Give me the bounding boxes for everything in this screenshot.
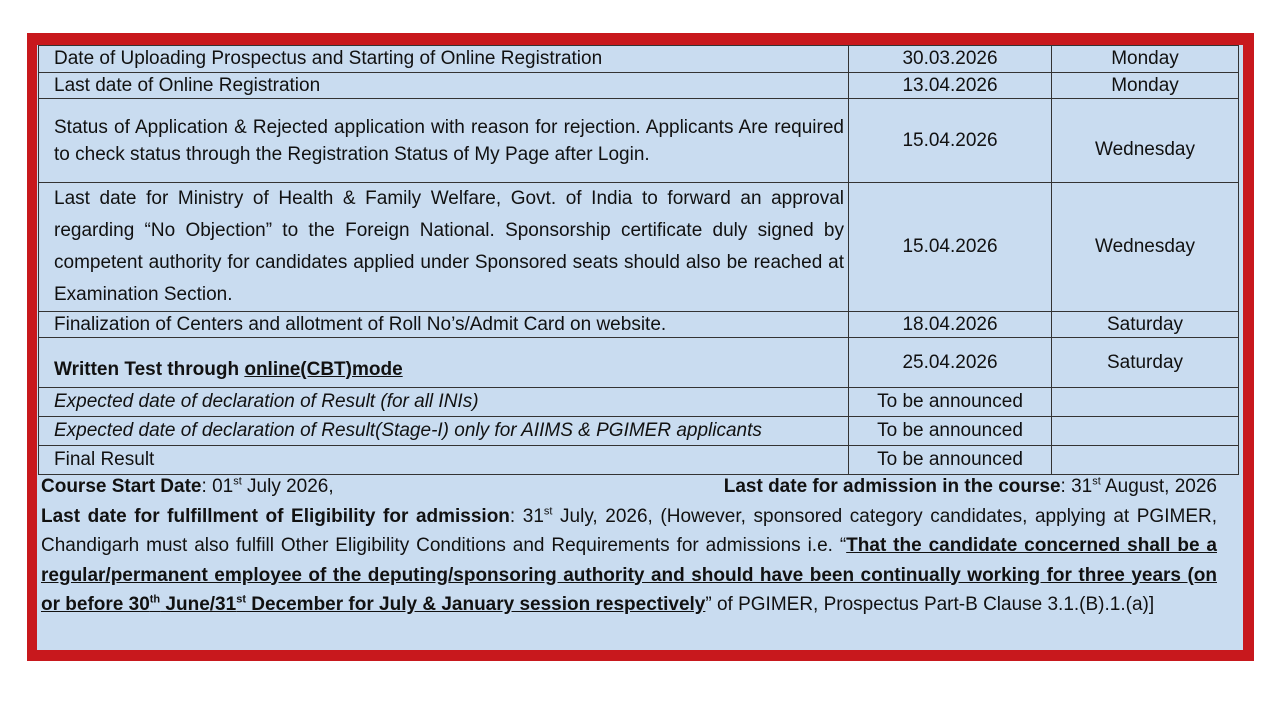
last-admission-text: Last date for admission in the course: 31st August, 2026: [723, 475, 1217, 497]
written-test-label: Written Test through: [54, 358, 245, 380]
date-cell: To be announced: [849, 446, 1052, 475]
cbt-mode-label: online(CBT)mode: [244, 358, 403, 380]
table-row: [39, 183, 1239, 312]
date-cell: 25.04.2026: [849, 338, 1052, 388]
schedule-table: [38, 45, 1239, 475]
date-cell: 30.03.2026: [849, 46, 1052, 73]
event-cell: Date of Uploading Prospectus and Starting of Online Registration: [39, 46, 849, 73]
table-row: [39, 312, 1239, 338]
day-cell: [1052, 388, 1239, 417]
date-cell: To be announced: [849, 417, 1052, 446]
course-dates-note: [41, 472, 1217, 620]
date-cell: 18.04.2026: [849, 312, 1052, 338]
table-row: [39, 417, 1239, 446]
date-cell: 13.04.2026: [849, 73, 1052, 99]
day-cell: Wednesday: [1052, 183, 1239, 312]
day-cell: Monday: [1052, 73, 1239, 99]
event-cell: Expected date of declaration of Result(Stage-I) only for AIIMS & PGIMER applicants: [39, 417, 849, 446]
table-row: [39, 388, 1239, 417]
day-cell: [1052, 417, 1239, 446]
event-cell: Last date of Online Registration: [39, 73, 849, 99]
event-cell: Final Result: [39, 446, 849, 475]
day-cell: [1052, 446, 1239, 475]
table-row: [39, 46, 1239, 73]
event-cell: [39, 338, 849, 388]
eligibility-paragraph: Last date for fulfillment of Eligibility for admission: 31st July, 2026, (However, sponsored category candidates, applying at PGIMER, Chandigarh must also fulfill Other Eligibility Conditions and Requirements for admissions i.e. “That the candidate concerned shall be a regular/permanent employee of the deputing/sponsoring authority and should have been continually working for three years (on or before 30th June/31st December for July & January session respectively” of PGIMER, Prospectus Part-B Clause 3.1.(B).1.(a)]: [41, 505, 1217, 615]
event-cell: Last date for Ministry of Health & Family Welfare, Govt. of India to forward an approval regarding “No Objection” to the Foreign National. Sponsorship certificate duly signed by competent authority for candidates applied under Sponsored seats should also be reached at Examination Section.: [39, 183, 849, 312]
date-cell: 15.04.2026: [849, 183, 1052, 312]
event-cell: Status of Application & Rejected application with reason for rejection. Applicants Are required to check status through the Registration Status of My Page after Login.: [39, 99, 849, 183]
day-cell: Saturday: [1052, 312, 1239, 338]
date-cell: To be announced: [849, 388, 1052, 417]
schedule-panel: [37, 45, 1243, 650]
sponsorship-condition: That the candidate concerned shall be a regular/permanent employee of the deputing/sponsoring authority and should have been continually working for three years (on or before 30th June/31st December for July & January session respectively: [41, 535, 1217, 615]
day-cell: Saturday: [1052, 338, 1239, 388]
table-row: [39, 73, 1239, 99]
day-cell: Monday: [1052, 46, 1239, 73]
event-cell: Finalization of Centers and allotment of Roll No’s/Admit Card on website.: [39, 312, 849, 338]
course-start-text: Course Start Date: 01st July 2026,: [41, 475, 334, 497]
course-start-line: [41, 472, 1217, 502]
date-cell: 15.04.2026: [849, 99, 1052, 183]
table-row: [39, 338, 1239, 388]
table-row: [39, 99, 1239, 183]
table-row: [39, 446, 1239, 475]
event-cell: Expected date of declaration of Result (for all INIs): [39, 388, 849, 417]
day-cell: Wednesday: [1052, 99, 1239, 183]
